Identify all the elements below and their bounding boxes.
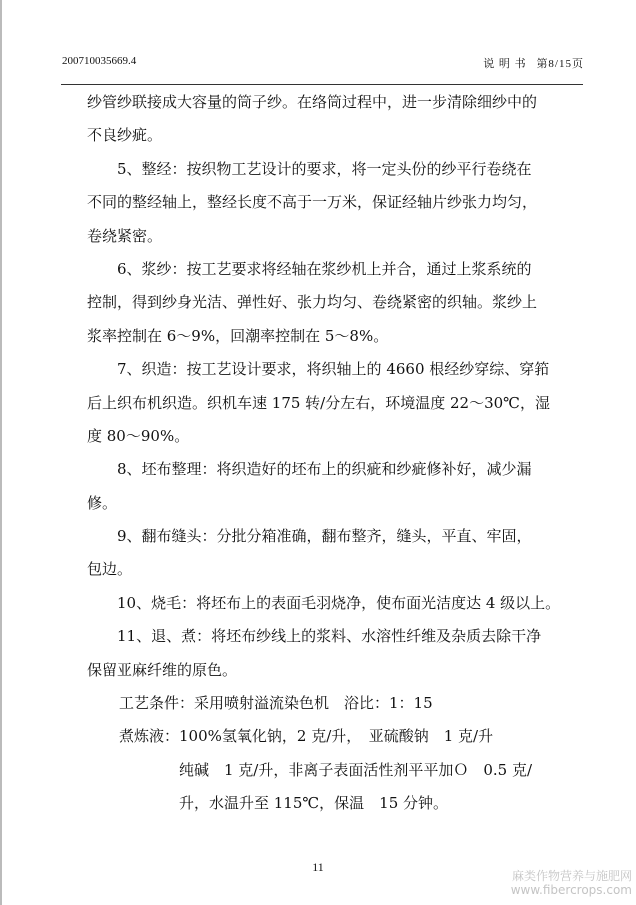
process-conditions: 工艺条件：采用喷射溢流染色机 浴比：1：15 xyxy=(119,694,433,713)
watermark xyxy=(511,869,632,897)
text-line: 度 80～90%。 xyxy=(87,426,190,445)
text-line: 包边。 xyxy=(87,560,133,579)
application-number: 200710035669.4 xyxy=(62,55,137,67)
text-line: 修。 xyxy=(87,493,118,512)
text-line: 保留亚麻纤维的原色。 xyxy=(87,660,238,679)
watermark-line1: 麻类作物营养与施肥网 xyxy=(511,869,632,883)
paragraph-8-start: 8、坯布整理：将织造好的坯布上的织疵和纱疵修补好，减少漏 xyxy=(117,460,532,479)
doc-type: 说 明 书 xyxy=(483,58,527,70)
header-right xyxy=(477,55,584,71)
document-body xyxy=(87,86,561,821)
paragraph-7-start: 7、织造：按工艺设计要求，将织轴上的 4660 根经纱穿综、穿筘 xyxy=(117,360,550,379)
paragraph-11-start: 11、退、煮：将坯布纱线上的浆料、水溶性纤维及杂质去除干净 xyxy=(117,627,542,646)
scouring-liquor: 煮炼液：100%氢氧化钠，2 克/升， 亚硫酸钠 1 克/升 xyxy=(119,727,494,746)
text-line: 不良纱疵。 xyxy=(87,126,163,145)
paragraph-5-start: 5、整经：按织物工艺设计的要求，将一定头份的纱平行卷绕在 xyxy=(117,159,532,178)
paragraph-6-start: 6、浆纱：按工艺要求将经轴在浆纱机上并合，通过上浆系统的 xyxy=(117,259,532,278)
page-of: 第8/15页 xyxy=(536,58,584,70)
paragraph-10-start: 10、烧毛：将坯布上的表面毛羽烧净，使布面光洁度达 4 级以上。 xyxy=(117,593,561,612)
page-number: 11 xyxy=(312,860,324,874)
paragraph-9-start: 9、翻布缝头：分批分箱准确，翻布整齐，缝头，平直、牢固， xyxy=(117,527,532,546)
text-line: 卷绕紧密。 xyxy=(87,226,163,245)
page-left-edge xyxy=(0,0,2,905)
header-rule xyxy=(61,84,583,85)
scouring-liquor-cont: 升，水温升至 115℃，保温 15 分钟。 xyxy=(179,794,449,813)
text-line: 浆率控制在 6～9%，回潮率控制在 5～8%。 xyxy=(87,326,389,345)
text-line: 不同的整经轴上，整经长度不高于一万米，保证经轴片纱张力均匀， xyxy=(87,193,538,212)
scouring-liquor-cont: 纯碱 1 克/升，非离子表面活性剂平平加Ｏ 0.5 克/ xyxy=(179,760,533,779)
text-line: 后上织布机织造。织机车速 175 转/分左右，环境温度 22～30℃，湿 xyxy=(87,393,550,412)
text-line: 控制，得到纱身光洁、弹性好、张力均匀、卷绕紧密的织轴。浆纱上 xyxy=(87,293,538,312)
watermark-line2: www.fibercrops.com xyxy=(510,883,632,897)
text-line: 纱管纱联接成大容量的筒子纱。在络筒过程中，进一步清除细纱中的 xyxy=(87,93,538,111)
